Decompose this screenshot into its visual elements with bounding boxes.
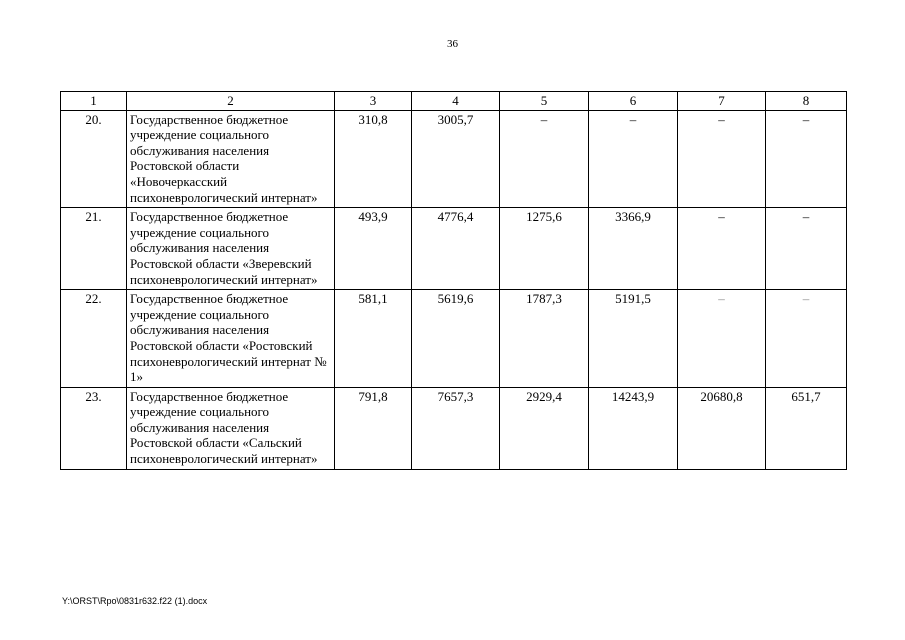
value-col-3: 581,1 <box>335 290 412 388</box>
value-col-7: 20680,8 <box>678 387 766 469</box>
row-number: 23. <box>61 387 127 469</box>
table-row <box>61 110 847 208</box>
column-header-5: 5 <box>500 92 589 111</box>
column-header-4: 4 <box>412 92 500 111</box>
value-col-8: – <box>766 208 847 290</box>
value-col-4: 3005,7 <box>412 110 500 208</box>
value-col-5: – <box>500 110 589 208</box>
column-header-2: 2 <box>127 92 335 111</box>
value-col-5: 1787,3 <box>500 290 589 388</box>
institution-name: Государственное бюджетное учреждение социального обслуживания населения Ростовской области «Зверевский психоневрологический интернат» <box>127 208 335 290</box>
table-row <box>61 208 847 290</box>
institution-name: Государственное бюджетное учреждение социального обслуживания населения Ростовской области «Сальский психоневрологический интернат» <box>127 387 335 469</box>
value-col-7: – <box>678 208 766 290</box>
table-row <box>61 290 847 388</box>
row-number: 20. <box>61 110 127 208</box>
value-col-6: – <box>589 110 678 208</box>
value-col-3: 791,8 <box>335 387 412 469</box>
table-header-row <box>61 92 847 111</box>
column-header-8: 8 <box>766 92 847 111</box>
value-col-6: 14243,9 <box>589 387 678 469</box>
column-header-7: 7 <box>678 92 766 111</box>
data-table <box>60 91 847 470</box>
value-col-4: 5619,6 <box>412 290 500 388</box>
column-header-3: 3 <box>335 92 412 111</box>
value-col-5: 1275,6 <box>500 208 589 290</box>
value-col-3: 310,8 <box>335 110 412 208</box>
value-col-3: 493,9 <box>335 208 412 290</box>
value-col-8: – <box>766 110 847 208</box>
value-col-6: 3366,9 <box>589 208 678 290</box>
institution-name: Государственное бюджетное учреждение социального обслуживания населения Ростовской области «Ростовский психоневрологический интернат № 1» <box>127 290 335 388</box>
table-row <box>61 387 847 469</box>
value-col-5: 2929,4 <box>500 387 589 469</box>
footer-file-path: Y:\ORST\Rpo\0831r632.f22 (1).docx <box>62 596 208 606</box>
column-header-6: 6 <box>589 92 678 111</box>
value-col-8: – <box>766 290 847 388</box>
value-col-8: 651,7 <box>766 387 847 469</box>
row-number: 22. <box>61 290 127 388</box>
value-col-4: 7657,3 <box>412 387 500 469</box>
value-col-4: 4776,4 <box>412 208 500 290</box>
value-col-6: 5191,5 <box>589 290 678 388</box>
value-col-7: – <box>678 110 766 208</box>
institution-name: Государственное бюджетное учреждение социального обслуживания населения Ростовской области «Новочеркасский психоневрологический интернат» <box>127 110 335 208</box>
value-col-7: – <box>678 290 766 388</box>
row-number: 21. <box>61 208 127 290</box>
column-header-1: 1 <box>61 92 127 111</box>
page-number: 36 <box>447 38 458 50</box>
